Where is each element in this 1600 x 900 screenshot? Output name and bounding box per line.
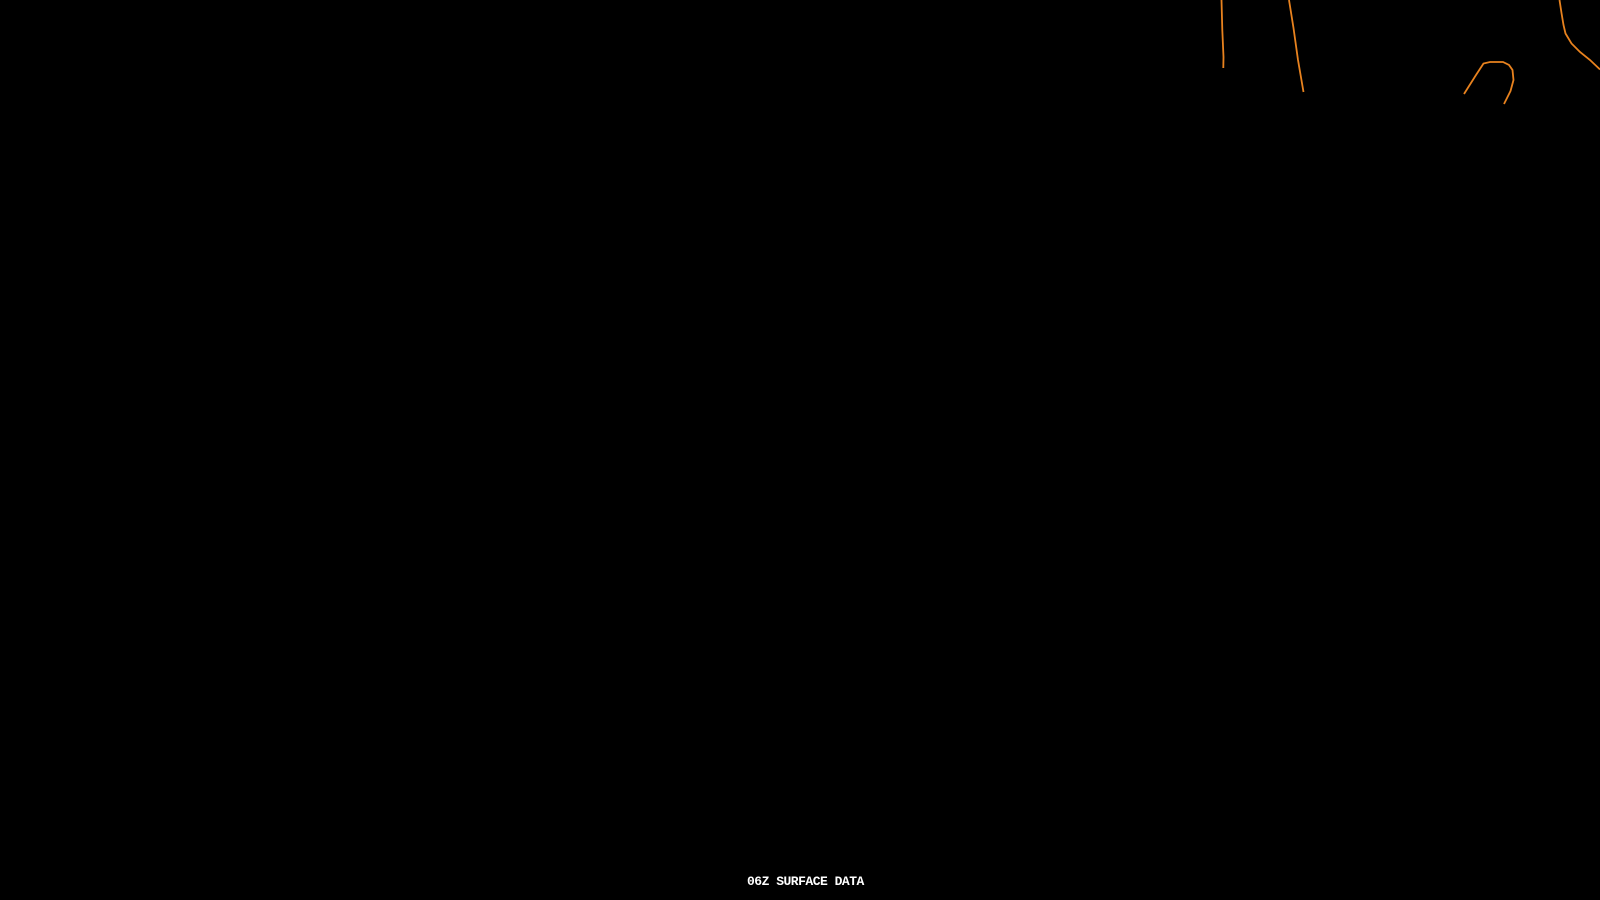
map-boundary-line-top-right bbox=[1560, 0, 1600, 70]
map-boundary-line-vertical bbox=[1222, 0, 1224, 68]
map-caption: 06Z SURFACE DATA bbox=[747, 874, 864, 889]
map-boundary-line-hook bbox=[1464, 62, 1514, 104]
map-boundary-line-slanted bbox=[1289, 0, 1304, 92]
